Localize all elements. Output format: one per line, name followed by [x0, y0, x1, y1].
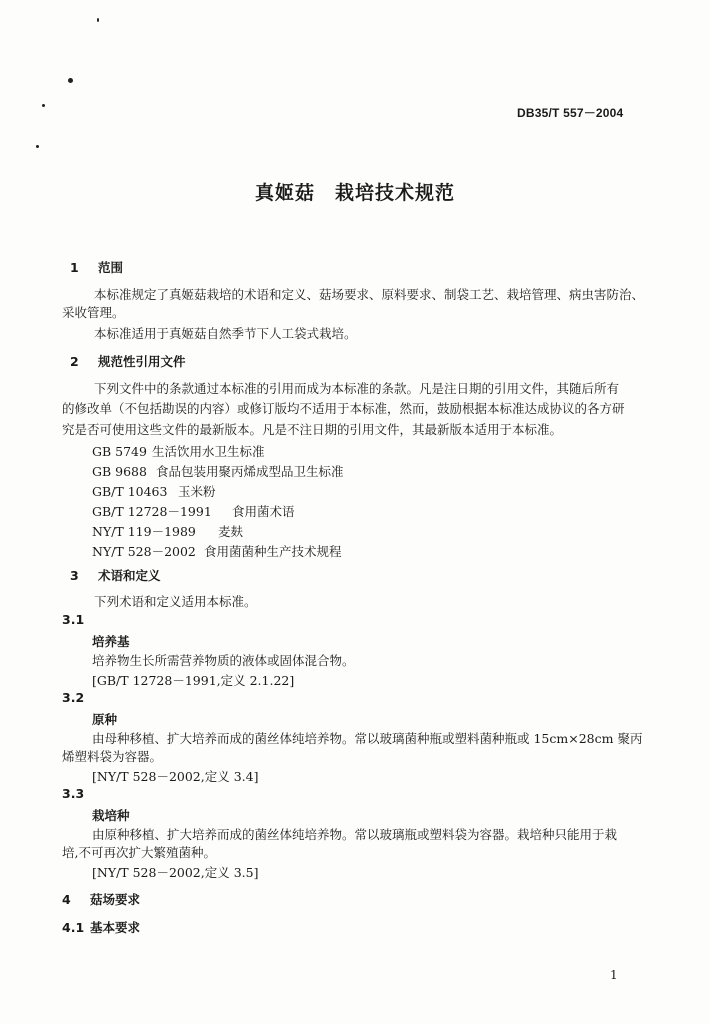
- reference-item: [92, 482, 216, 500]
- page-number: 1: [610, 968, 618, 982]
- reference-item: [92, 442, 265, 460]
- scan-speck: [97, 18, 99, 22]
- section-title: 规范性引用文件: [98, 354, 186, 369]
- paragraph-line: 的修改单（不包括勘误的内容）或修订版均不适用于本标准，然而，鼓励根据本标准达成协议的各方研: [62, 401, 625, 416]
- paragraph-line: 究是否可使用这些文件的最新版本。凡是不注日期的引用文件，其最新版本适用于本标准。: [62, 422, 563, 437]
- reference-item: [92, 462, 344, 480]
- clause-number: 3.1: [62, 612, 85, 627]
- reference-name: 生活饮用水卫生标准: [152, 444, 265, 459]
- reference-name: 麦麸: [218, 524, 244, 539]
- section-number: 3: [70, 568, 79, 583]
- clause-number: 3.3: [62, 786, 85, 801]
- term-source: [NY/T 528－2002,定义 3.4]: [92, 769, 259, 784]
- term-name: 原种: [92, 712, 118, 727]
- term-source: [GB/T 12728－1991,定义 2.1.22]: [92, 673, 295, 688]
- section-2-heading: [70, 352, 186, 370]
- paragraph-line: 本标准规定了真姬菇栽培的术语和定义、菇场要求、原料要求、制袋工艺、栽培管理、病虫害防治、: [94, 287, 645, 302]
- paragraph-line: 下列术语和定义适用本标准。: [94, 594, 257, 609]
- section-title: 范围: [98, 260, 124, 275]
- term-definition-line: 由母种移植、扩大培养而成的菌丝体纯培养物。常以玻璃菌种瓶或塑料菌种瓶或 15cm×28cm 聚丙: [92, 731, 643, 746]
- term-definition-line: 烯塑料袋为容器。: [62, 749, 163, 764]
- section-number: 4: [62, 892, 71, 907]
- section-4-heading: [62, 890, 140, 908]
- paragraph-line: 下列文件中的条款通过本标准的引用而成为本标准的条款。凡是注日期的引用文件，其随后所有: [94, 381, 620, 396]
- document-title: 真姬菇 栽培技术规范: [254, 182, 455, 204]
- reference-code: GB 9688: [92, 464, 147, 479]
- scan-speck: [68, 78, 73, 83]
- scan-speck: [36, 145, 39, 148]
- paragraph-line: 本标准适用于真姬菇自然季节下人工袋式栽培。: [94, 326, 357, 341]
- reference-name: 食用菌术语: [232, 504, 295, 519]
- reference-code: NY/T 119－1989: [92, 524, 196, 539]
- term-definition-line: 由原种移植、扩大培养而成的菌丝体纯培养物。常以玻璃瓶或塑料袋为容器。栽培种只能用于栽: [92, 827, 618, 842]
- reference-code: NY/T 528－2002: [92, 544, 196, 559]
- subsection-4-1-heading: [62, 918, 140, 936]
- reference-name: 食用菌菌种生产技术规程: [204, 544, 342, 559]
- section-title: 术语和定义: [98, 568, 161, 583]
- standard-code: DB35/T 557－2004: [517, 106, 624, 120]
- section-number: 4.1: [62, 920, 85, 935]
- reference-item: [92, 522, 243, 540]
- reference-code: GB 5749: [92, 444, 147, 459]
- section-number: 2: [70, 354, 79, 369]
- reference-code: GB/T 10463: [92, 484, 168, 499]
- reference-item: [92, 502, 295, 520]
- term-definition: 培养物生长所需营养物质的液体或固体混合物。: [92, 653, 355, 668]
- reference-name: 玉米粉: [178, 484, 216, 499]
- section-1-heading: [70, 258, 123, 276]
- reference-code: GB/T 12728－1991: [92, 504, 212, 519]
- reference-item: [92, 542, 342, 560]
- clause-number: 3.2: [62, 690, 85, 705]
- reference-name: 食品包装用聚丙烯成型品卫生标准: [156, 464, 344, 479]
- term-name: 培养基: [92, 634, 130, 649]
- section-title: 基本要求: [90, 920, 141, 935]
- term-name: 栽培种: [92, 808, 130, 823]
- section-title: 菇场要求: [90, 892, 141, 907]
- section-3-heading: [70, 566, 161, 584]
- term-definition-line: 培,不可再次扩大繁殖菌种。: [62, 845, 216, 860]
- paragraph-line: 采收管理。: [62, 305, 125, 320]
- term-source: [NY/T 528－2002,定义 3.5]: [92, 865, 259, 880]
- scan-speck: [42, 104, 45, 107]
- section-number: 1: [70, 260, 79, 275]
